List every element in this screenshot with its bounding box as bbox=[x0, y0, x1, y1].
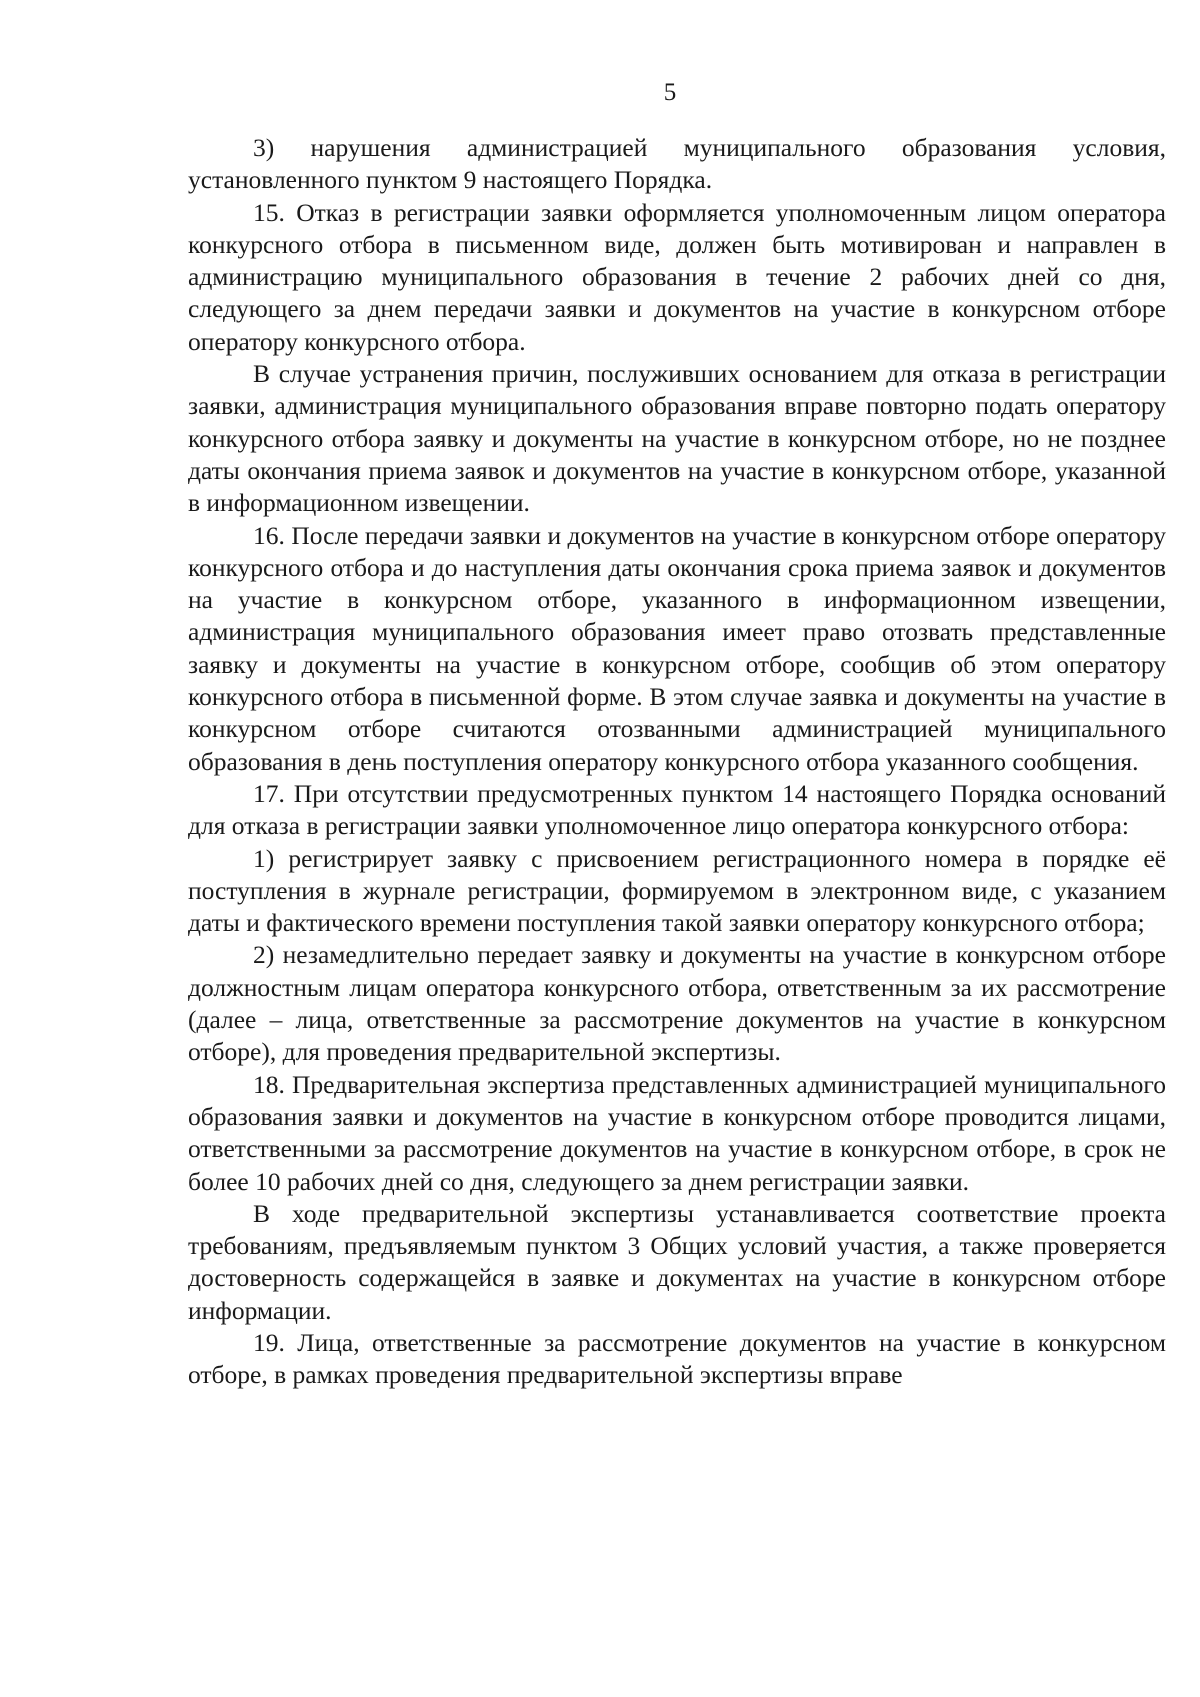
paragraph-17-item-2: 2) незамедлительно передает заявку и документы на участие в конкурсном отборе должностным лицам оператора конкурсного отбора, ответственным за их рассмотрение (далее – лица, ответственные за рассмотрение документов на участие в конкурсном отборе), для проведения предварительной экспертизы. bbox=[188, 940, 1166, 1067]
paragraph-16-withdrawal: 16. После передачи заявки и документов на участие в конкурсном отборе оператору конкурсного отбора и до наступления даты окончания срока приема заявок и документов на участие в конкурсном отборе, указанного в информационном извещении, администрация муниципального образования имеет право отозвать представленные заявку и документы на участие в конкурсном отборе, сообщив об этом оператору конкурсного отбора в письменной форме. В этом случае заявка и документы на участие в конкурсном отборе считаются отозванными администрацией муниципального образования в день поступления оператору конкурсного отбора указанного сообщения. bbox=[188, 520, 1166, 776]
paragraph-18-expertise: 18. Предварительная экспертиза представленных администрацией муниципального образования заявки и документов на участие в конкурсном отборе проводится лицами, ответственными за рассмотрение документов на участие в конкурсном отборе, в срок не более 10 рабочих дней со дня, следующего за днем регистрации заявки. bbox=[188, 1069, 1166, 1196]
paragraph-item-3-violation: 3) нарушения администрацией муниципального образования условия, установленного пунктом 9 настоящего Порядка. bbox=[188, 133, 1166, 195]
page-number: 5 bbox=[663, 79, 677, 106]
paragraph-15-refusal: 15. Отказ в регистрации заявки оформляется уполномоченным лицом оператора конкурсного отбора в письменном виде, должен быть мотивирован и направлен в администрацию муниципального образования в течение 2 рабочих дней со дня, следующего за днем передачи заявки и документов на участие в конкурсном отборе оператору конкурсного отбора. bbox=[188, 197, 1166, 356]
paragraph-17-item-1: 1) регистрирует заявку с присвоением регистрационного номера в порядке её поступления в журнале регистрации, формируемом в электронном виде, с указанием даты и фактического времени поступления такой заявки оператору конкурсного отбора; bbox=[188, 843, 1166, 938]
paragraph-19-rights: 19. Лица, ответственные за рассмотрение документов на участие в конкурсном отборе, в рамках проведения предварительной экспертизы вправе bbox=[188, 1327, 1166, 1390]
paragraph-17-registration: 17. При отсутствии предусмотренных пунктом 14 настоящего Порядка оснований для отказа в регистрации заявки уполномоченное лицо оператора конкурсного отбора: bbox=[188, 778, 1166, 841]
document-body bbox=[188, 132, 1166, 1392]
paragraph-18-compliance: В ходе предварительной экспертизы устанавливается соответствие проекта требованиям, предъявляемым пунктом 3 Общих условий участия, а также проверяется достоверность содержащейся в заявке и документах на участие в конкурсном отборе информации. bbox=[188, 1198, 1166, 1325]
paragraph-15-resubmission: В случае устранения причин, послуживших основанием для отказа в регистрации заявки, администрация муниципального образования вправе повторно подать оператору конкурсного отбора заявку и документы на участие в конкурсном отборе, но не позднее даты окончания приема заявок и документов на участие в конкурсном отборе, указанной в информационном извещении. bbox=[188, 359, 1166, 518]
